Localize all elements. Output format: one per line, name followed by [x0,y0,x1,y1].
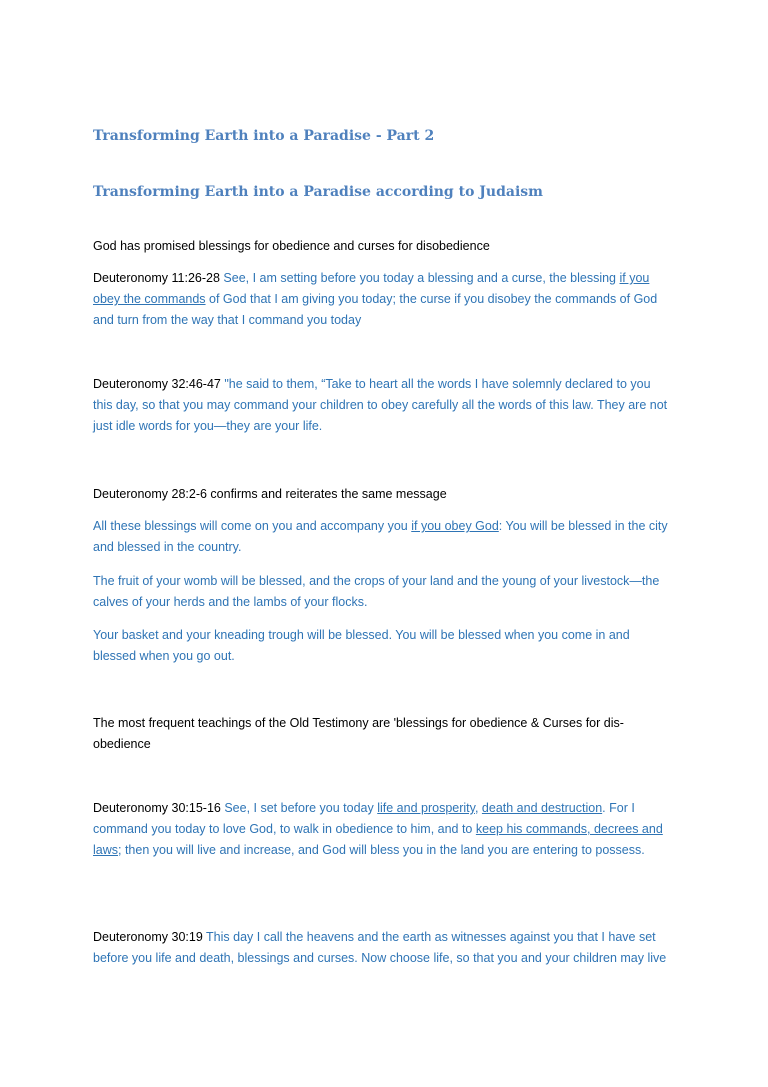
basket-paragraph: Your basket and your kneading trough will be blessed. You will be blessed when you come in and blessed when you go out. [93,628,630,663]
verse-text: , [474,801,482,815]
verse-text: : You will be blessed in the city and blessed in the country. [93,519,668,554]
verse-reference: Deuteronomy 30:15-16 [93,801,225,815]
verse-text: All these blessings will come on you and accompany you [93,519,412,533]
old-testimony-paragraph: The most frequent teachings of the Old Testimony are 'blessings for obedience & Curses for dis-obedience [93,716,624,751]
verse-reference: Deuteronomy 11:26-28 [93,271,224,285]
underlined-phrase: keep his commands, decrees and laws [93,822,663,857]
verse-text: . For I command you today to love God, to walk in obedience to him, and to [93,801,635,836]
deuteronomy-28-intro: Deuteronomy 28:2-6 confirms and reiterates the same message [93,487,447,501]
deuteronomy-30-15-paragraph [93,798,673,861]
document-subtitle: Transforming Earth into a Paradise according to Judaism [93,184,543,200]
underlined-phrase: if you obey the commands [93,271,650,306]
deuteronomy-30-19-paragraph [93,927,673,969]
verse-text: ; then you will live and increase, and God will bless you in the land you are entering to possess. [118,843,645,857]
underlined-phrase: death and destruction [481,801,603,815]
deuteronomy-32-paragraph [93,374,673,437]
verse-reference: Deuteronomy 32:46-47 [93,377,225,391]
verse-text: This day I call the heavens and the earth as witnesses against you that I have set before you life and death, blessings and curses. Now choose life, so that you and your children may live [93,930,667,965]
deuteronomy-11-paragraph [93,268,673,331]
verse-text: of God that I am giving you today; the curse if you disobey the commands of God and turn from the way that I command you today [93,292,658,327]
blessings-paragraph [93,516,673,558]
underlined-phrase: life and prosperity [377,801,475,815]
underlined-phrase: if you obey God [411,519,499,533]
verse-text: See, I am setting before you today a blessing and a curse, the blessing [223,271,620,285]
verse-reference: Deuteronomy 30:19 [93,930,207,944]
fruit-paragraph: The fruit of your womb will be blessed, and the crops of your land and the young of your livestock—the calves of your herds and the lambs of your flocks. [93,574,660,609]
document-title: Transforming Earth into a Paradise - Part 2 [93,128,435,144]
verse-text: "he said to them, “Take to heart all the words I have solemnly declared to you this day, so that you may command your children to obey carefully all the words of this law. They are not just idle words for you—they are your life. [93,377,668,433]
verse-text: See, I set before you today [224,801,378,815]
intro-paragraph: God has promised blessings for obedience and curses for disobedience [93,239,490,253]
